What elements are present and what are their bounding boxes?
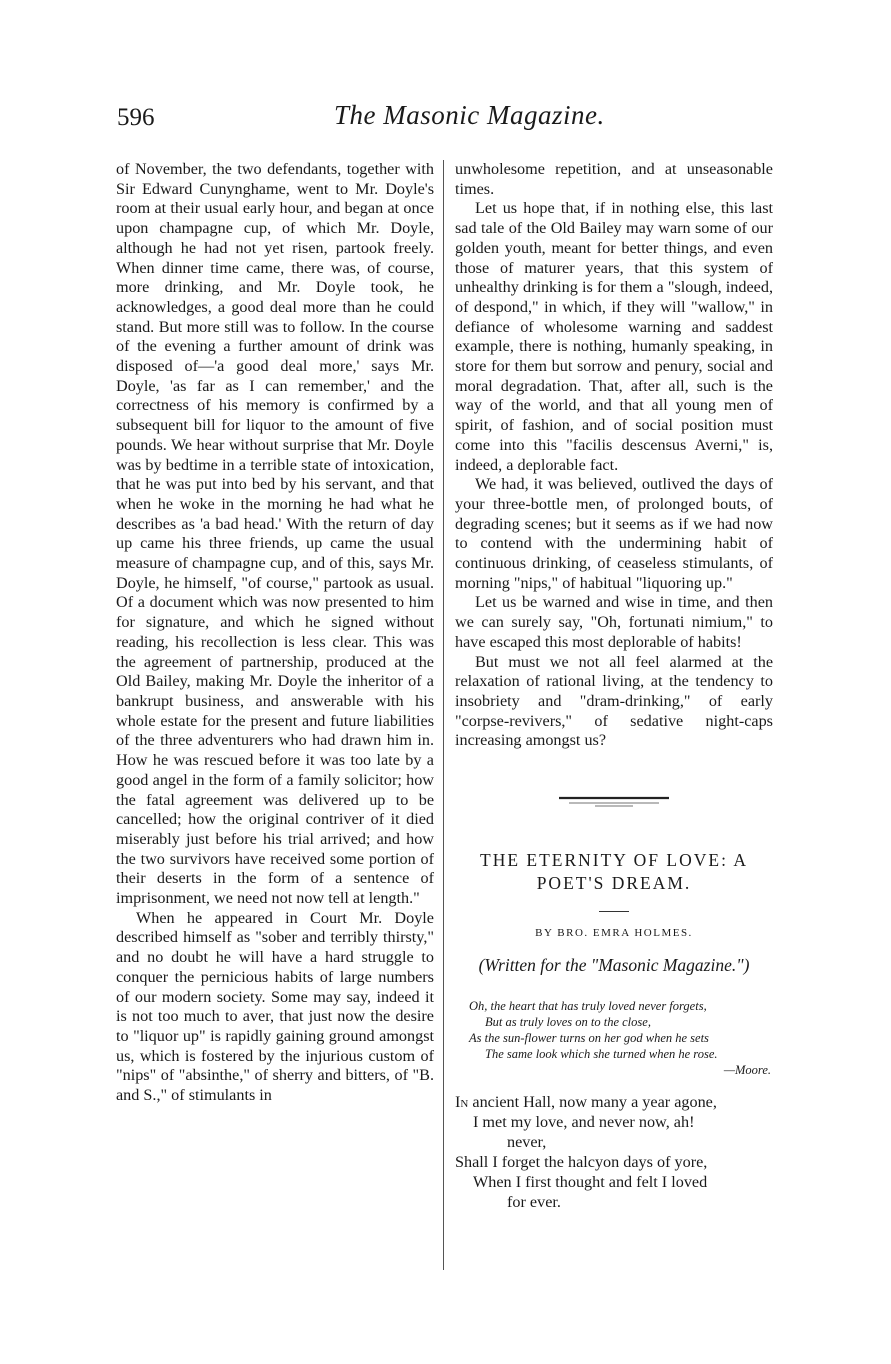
epigraph-line-2: But as truly loves on to the close, bbox=[485, 1014, 651, 1029]
poem-line-2: I met my love, and never now, ah! bbox=[473, 1112, 695, 1131]
article-title bbox=[455, 849, 773, 895]
right-paragraph-5: But must we not all feel alarmed at the relaxation of rational living, at the tendency to insobriety and "dram-drinking," of early "corpse-revivers," of sedative night-caps increasing amongst us? bbox=[455, 652, 773, 750]
article-title-line-1: THE ETERNITY OF LOVE: A bbox=[480, 850, 748, 871]
epigraph bbox=[455, 998, 773, 1078]
left-column bbox=[116, 160, 434, 1106]
article-title-line-2: POET'S DREAM. bbox=[536, 873, 692, 894]
byline: BY BRO. EMRA HOLMES. bbox=[535, 927, 693, 940]
poem-line-3: never, bbox=[507, 1132, 547, 1151]
poem-first-word: In bbox=[455, 1092, 469, 1111]
epigraph-line-1: Oh, the heart that has truly loved never forgets, bbox=[469, 998, 707, 1013]
poem-line-4: Shall I forget the halcyon days of yore, bbox=[455, 1152, 708, 1171]
right-paragraph-2: Let us hope that, if in nothing else, this last sad tale of the Old Bailey may warn some of our golden youth, meant for better things, and even those of maturer years, that this system of unhealthy drinking is for them a "slough, indeed, of despond," in which, if they will "wallow," in defiance of wholesome warning and saddest example, there is nothing, humanly speaking, in store for them but sorrow and penury, social and moral degradation. That, after all, such is the way of the world, and that all young men of spirit, of fashion, and of social position must come into this "facilis descensus Averni," is, indeed, a deplorable fact. bbox=[455, 199, 773, 474]
epigraph-attribution: —Moore. bbox=[723, 1062, 771, 1077]
epigraph-line-4: The same look which she turned when he rose. bbox=[485, 1046, 718, 1061]
right-paragraph-3: We had, it was believed, outlived the days of your three-bottle men, of prolonged bouts, of degrading scenes; but it seems as if we had now to contend with the undermining habit of continuous drinking, of ceaseless stimulants, of morning "nips," of habitual "liquoring up." bbox=[455, 475, 773, 592]
poem-line-1 bbox=[455, 1092, 773, 1112]
running-head: The Masonic Magazine. bbox=[334, 100, 605, 130]
article-subtitle: (Written for the "Masonic Magazine.") bbox=[478, 954, 750, 975]
poem bbox=[455, 1092, 773, 1212]
section-divider-ornament bbox=[559, 795, 669, 807]
page-number: 596 bbox=[117, 104, 155, 131]
column-divider bbox=[443, 160, 444, 1270]
left-paragraph-2: When he appeared in Court Mr. Doyle described himself as "sober and terribly thirsty," and no doubt he will have a hard struggle to conquer the pernicious habits of large numbers of our modern society. Some may say, indeed it is not too much to aver, that just now the desire to "liquor up" is rapidly gaining ground amongst us, which is fostered by the injurious custom of "nips" of "absinthe," of sherry and bitters, of "B. and S.," of stimulants in bbox=[116, 908, 434, 1105]
title-rule bbox=[599, 911, 629, 912]
epigraph-line-3: As the sun-flower turns on her god when he sets bbox=[469, 1030, 709, 1045]
right-paragraph-4: Let us be warned and wise in time, and then we can surely say, "Oh, fortunati nimium," to have escaped this most deplorable of habits! bbox=[455, 593, 773, 651]
left-paragraph-1: of November, the two defendants, together with Sir Edward Cunynghame, went to Mr. Doyle's room at their usual early hour, and began at once upon champagne cup, of which Mr. Doyle, although he had not yet risen, partook freely. When dinner time came, there was, of course, more drinking, and Mr. Doyle took, he acknowledges, a good deal more than he could stand. But more still was to follow. In the course of the evening a further amount of drink was disposed of—'a good deal more,' says Mr. Doyle, 'as far as I can remember,' and the correctness of his memory is confirmed by a subsequent bill for liquor to the amount of five pounds. We hear without surprise that Mr. Doyle was by bedtime in a terrible state of intoxication, that he was put into bed by his servant, and that when he woke in the morning he had what he describes as 'a bad head.' With the return of day up came his three friends, up came the usual measure of champagne cup, and of this, says Mr. Doyle, he himself, "of course," partook as usual. Of a document which was now presented to him for signature, and which he signed without reading, his recollection is less clear. This was the agreement of partnership, produced at the Old Bailey, making Mr. Doyle the inheritor of a bankrupt business, and answerable with his whole estate for the present and future liabilities of the three adventurers who had drawn him in. How he was rescued before it was too late by a good angel in the form of a family solicitor; how the fatal agreement was delivered up to be cancelled; how the original contriver of it died miserably just before his trial arrived; and how the two survivors have received some portion of their deserts in the form of a sentence of imprisonment, we need not now tell at length." bbox=[116, 160, 434, 908]
poem-line-6: for ever. bbox=[507, 1192, 561, 1211]
right-paragraph-1: unwholesome repetition, and at unseasonable times. bbox=[455, 160, 773, 198]
poem-line-5: When I first thought and felt I loved bbox=[473, 1172, 708, 1191]
right-column bbox=[455, 160, 773, 1212]
poem-line-1-text: ancient Hall, now many a year agone, bbox=[468, 1092, 717, 1111]
